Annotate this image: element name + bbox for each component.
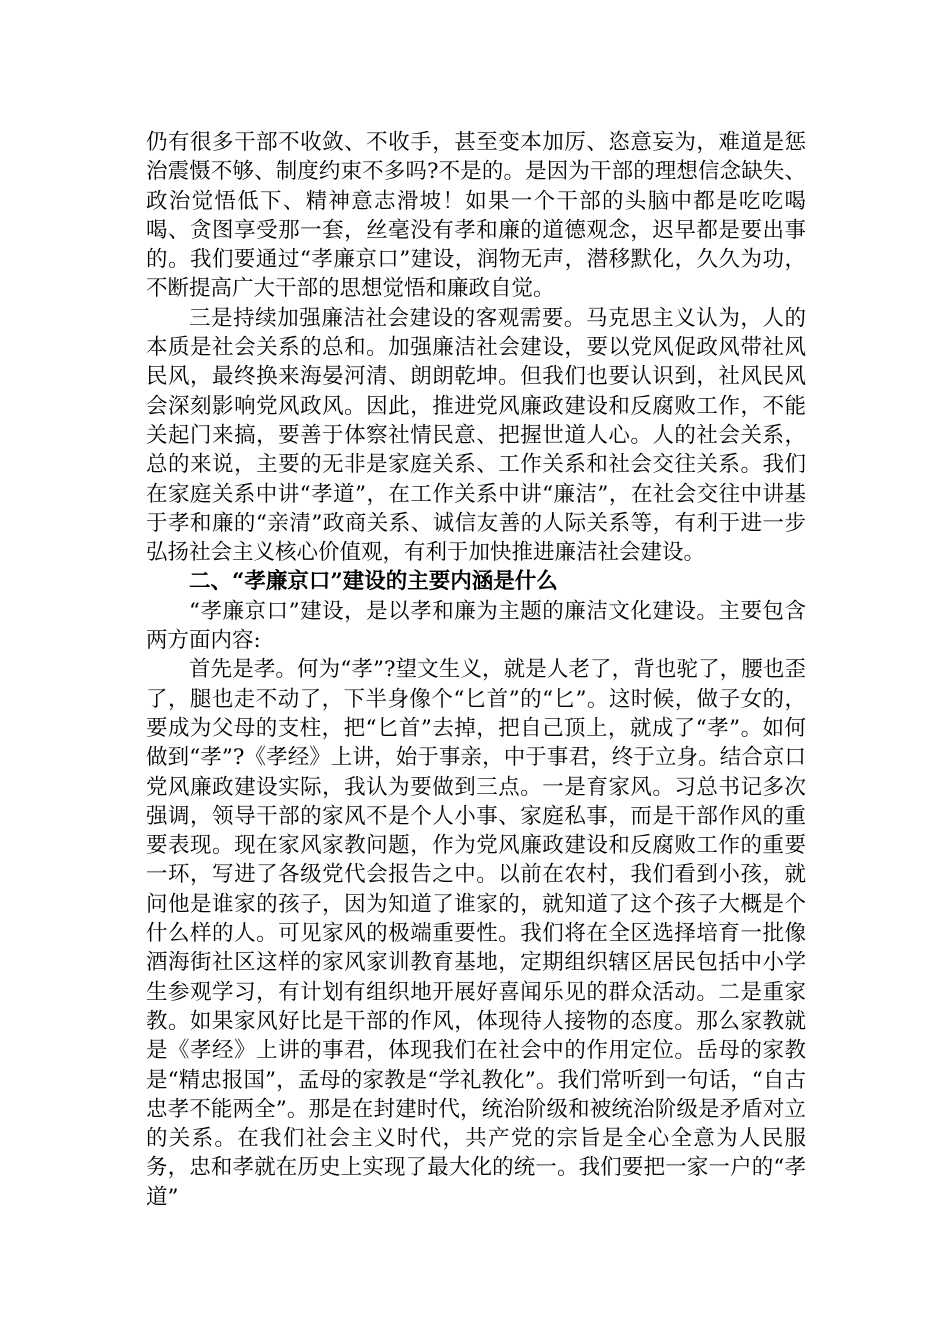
- paragraph-filial-piety: 首先是孝。何为“孝”?望文生义，就是人老了，背也驼了，腰也歪了，腿也走不动了，下半身像个“匕首”的“匕”。这时候，做子女的，要成为父母的支柱，把“匕首”去掉，把自己顶上，就成了“孝”。如何做到“孝”?《孝经》上讲，始于事亲，中于事君，终于立身。结合京口党风廉政建设实际，我认为要做到三点。一是育家风。习总书记多次强调，领导干部的家风不是个人小事、家庭私事，而是干部作风的重要表现。现在家风家教问题，作为党风廉政建设和反腐败工作的重要一环，写进了各级党代会报告之中。以前在农村，我们看到小孩，就问他是谁家的孩子，因为知道了谁家的，就知道了这个孩子大概是个什么样的人。可见家风的极端重要性。我们将在全区选择培育一批像酒海街社区这样的家风家训教育基地，定期组织辖区居民包括中小学生参观学习，有计划有组织地开展好喜闻乐见的群众活动。二是重家教。如果家风好比是干部的作风，体现待人接物的态度。那么家教就是《孝经》上讲的事君，体现我们在社会中的作用定位。岳母的家教是“精忠报国”，孟母的家教是“学礼教化”。我们常听到一句话，“自古忠孝不能两全”。那是在封建时代，统治阶级和被统治阶级是矛盾对立的关系。在我们社会主义时代，共产党的宗旨是全心全意为人民服务，忠和孝就在历史上实现了最大化的统一。我们要把一家一户的“孝道”: [146, 657, 806, 1210]
- document-page: [146, 128, 806, 1212]
- paragraph-continuation: 仍有很多干部不收敛、不收手，甚至变本加厉、恣意妄为，难道是惩治震慑不够、制度约束不多吗?不是的。是因为干部的理想信念缺失、政治觉悟低下、精神意志滑坡！如果一个干部的头脑中都是吃吃喝喝、贪图享受那一套，丝毫没有孝和廉的道德观念，迟早都是要出事的。我们要通过“孝廉京口”建设，润物无声，潜移默化，久久为功，不断提高广大干部的思想觉悟和廉政自觉。: [146, 130, 806, 302]
- paragraph-connotation-intro: “孝廉京口”建设，是以孝和廉为主题的廉洁文化建设。主要包含两方面内容:: [146, 598, 806, 654]
- paragraph-social-integrity: 三是持续加强廉洁社会建设的客观需要。马克思主义认为，人的本质是社会关系的总和。加强廉洁社会建设，要以党风促政风带社风民风，最终换来海晏河清、朗朗乾坤。但我们也要认识到，社风民风会深刻影响党风政风。因此，推进党风廉政建设和反腐败工作，不能关起门来搞，要善于体察社情民意、把握世道人心。人的社会关系，总的来说，主要的无非是家庭关系、工作关系和社会交往关系。我们在家庭关系中讲“孝道”，在工作关系中讲“廉洁”，在社会交往中讲基于孝和廉的“亲清”政商关系、诚信友善的人际关系等，有利于进一步弘扬社会主义核心价值观，有利于加快推进廉洁社会建设。: [146, 305, 806, 566]
- section-heading: 二、“孝廉京口”建设的主要内涵是什么: [189, 569, 558, 595]
